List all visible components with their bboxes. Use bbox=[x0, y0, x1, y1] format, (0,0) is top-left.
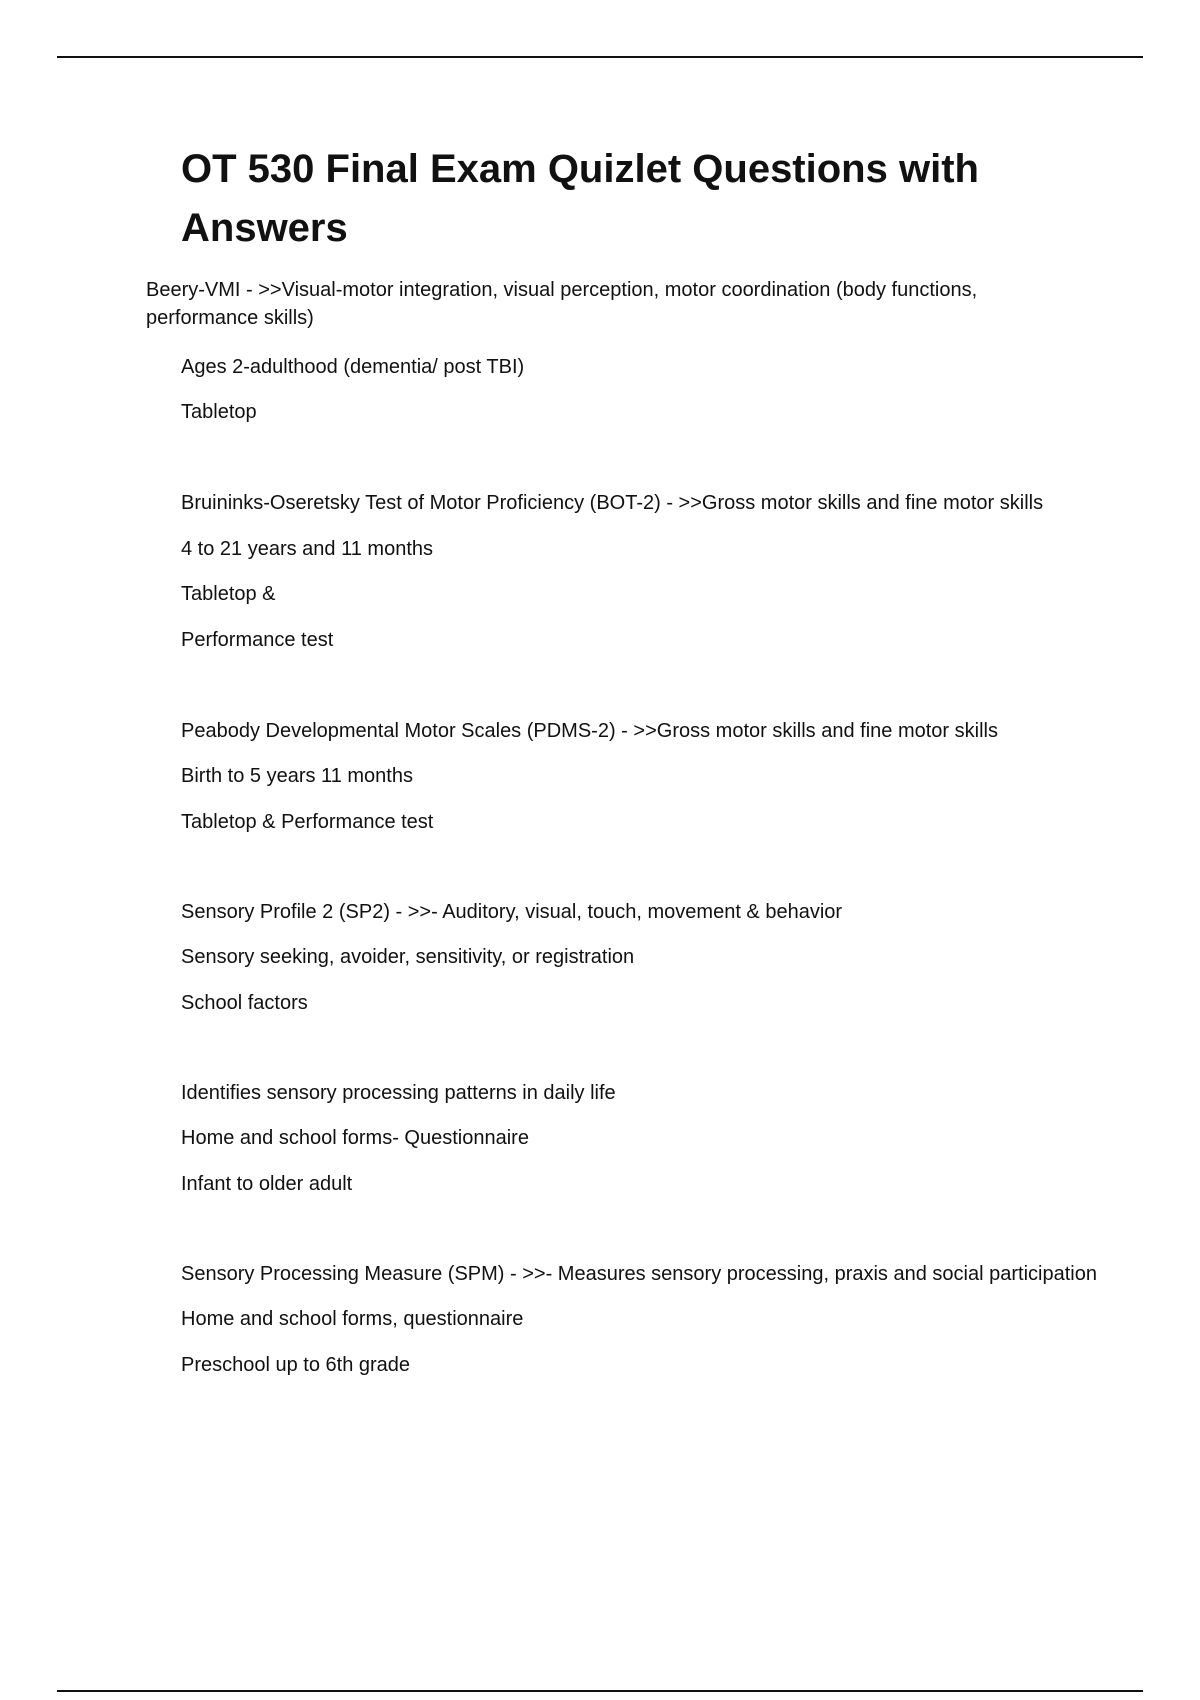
text-line: Performance test bbox=[181, 629, 334, 651]
text-line: School factors bbox=[181, 992, 308, 1014]
text-line: Birth to 5 years 11 months bbox=[181, 765, 413, 787]
text-line: Sensory seeking, avoider, sensitivity, or registration bbox=[181, 946, 635, 968]
text-line: Tabletop bbox=[181, 401, 257, 423]
text-line: Tabletop & Performance test bbox=[181, 811, 434, 833]
text-line: Peabody Developmental Motor Scales (PDMS-2) - >>Gross motor skills and fine motor skills bbox=[181, 720, 998, 742]
text-line: Sensory Profile 2 (SP2) - >>- Auditory, visual, touch, movement & behavior bbox=[181, 901, 843, 923]
text-line: 4 to 21 years and 11 months bbox=[181, 538, 434, 560]
text-line: Home and school forms- Questionnaire bbox=[181, 1127, 529, 1149]
text-line: Infant to older adult bbox=[181, 1173, 353, 1195]
text-line: Preschool up to 6th grade bbox=[181, 1354, 411, 1376]
text-line: Ages 2-adulthood (dementia/ post TBI) bbox=[181, 356, 525, 378]
intro-paragraph: Beery-VMI - >>Visual-motor integration, visual perception, motor coordination (body functions, performance skills) bbox=[146, 279, 978, 329]
text-line: Tabletop & bbox=[181, 583, 276, 605]
footer-rule bbox=[57, 1690, 1143, 1692]
text-line: Sensory Processing Measure (SPM) - >>- Measures sensory processing, praxis and social participation bbox=[181, 1263, 1097, 1285]
header-rule bbox=[57, 56, 1143, 58]
text-line: Home and school forms, questionnaire bbox=[181, 1308, 524, 1330]
page-title: OT 530 Final Exam Quizlet Questions with Answers bbox=[181, 147, 979, 250]
text-line: Bruininks-Oseretsky Test of Motor Proficiency (BOT-2) - >>Gross motor skills and fine motor skills bbox=[181, 492, 1044, 514]
text-line: Identifies sensory processing patterns in daily life bbox=[181, 1082, 616, 1104]
